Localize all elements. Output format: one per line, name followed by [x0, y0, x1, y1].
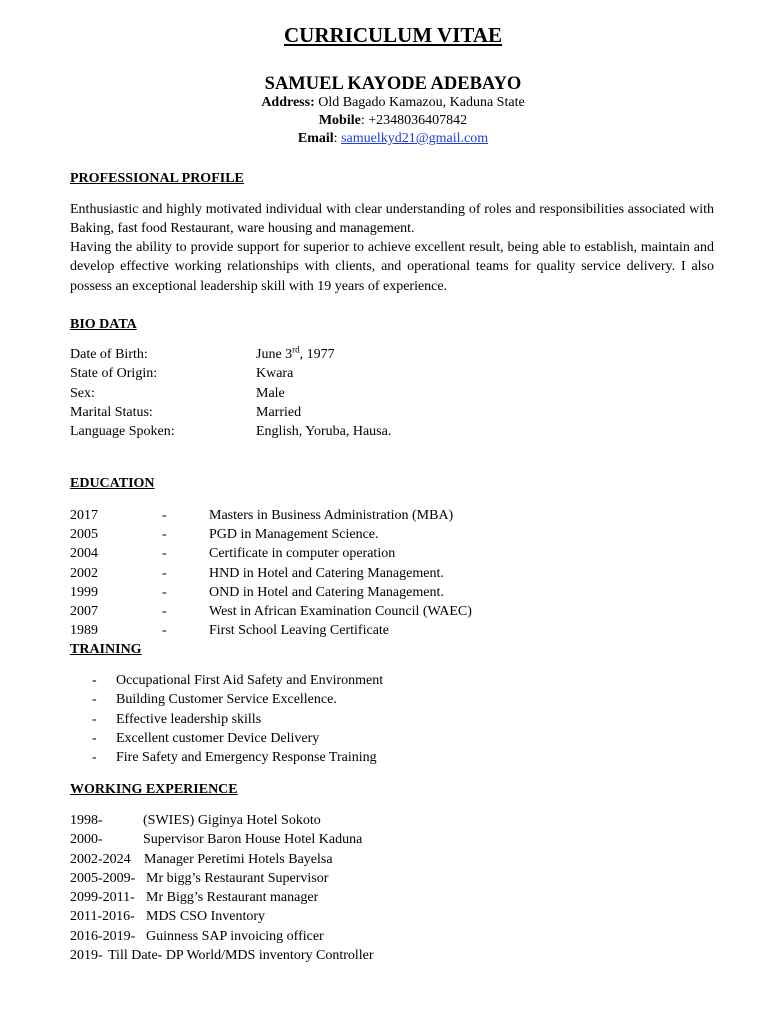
work-role: Till Date- DP World/MDS inventory Controller: [108, 948, 374, 964]
bio-label: Sex:: [70, 385, 95, 401]
address-line: [0, 94, 768, 112]
bullet-dash: -: [92, 692, 97, 708]
address-label: Address:: [261, 95, 315, 110]
work-period: 2099-2011-: [70, 890, 135, 906]
work-role: (SWIES) Giginya Hotel Sokoto: [143, 813, 321, 828]
education-dash: -: [162, 603, 167, 619]
work-period: 1998-: [70, 813, 103, 828]
ordinal-suffix: rd: [292, 344, 300, 355]
training-text: Fire Safety and Emergency Response Training: [116, 750, 377, 766]
training-text: Excellent customer Device Delivery: [116, 730, 320, 746]
work-role: Manager Peretimi Hotels Bayelsa: [144, 851, 333, 867]
education-dash: -: [162, 546, 167, 562]
bio-data-heading: BIO DATA: [70, 317, 137, 332]
email-line: Email: samuelkyd21@gmail.com: [297, 131, 489, 146]
professional-profile-heading: PROFESSIONAL PROFILE: [70, 171, 244, 186]
bio-value: Male: [256, 385, 285, 401]
education-qualification: Masters in Business Administration (MBA): [209, 508, 454, 523]
bio-value: English, Yoruba, Hausa.: [256, 424, 392, 440]
education-qualification: First School Leaving Certificate: [209, 623, 390, 639]
work-role: Supervisor Baron House Hotel Kaduna: [143, 832, 363, 848]
training-text: Building Customer Service Excellence.: [116, 692, 337, 708]
work-period: 2016-2019-: [70, 928, 136, 944]
bio-value: Married: [256, 404, 302, 420]
work-role: Mr Bigg’s Restaurant manager: [146, 890, 319, 906]
bio-label: Language Spoken:: [70, 424, 175, 440]
profile-paragraph-2: Having the ability to provide support for superior to achieve excellent result, being able to establish, maintain and develop effective working relationships with clients, and operational teams for quality service delivery. I also possess an exceptional leadership skill with 19 years of experience.: [70, 240, 714, 294]
document-title: CURRICULUM VITAE: [284, 23, 502, 47]
profile-paragraph-1: Enthusiastic and highly motivated individual with clear understanding of roles and responsibilities associated with Baking, fast food Restaurant, ware housing and management.: [70, 202, 714, 237]
education-heading: EDUCATION: [70, 476, 155, 491]
education-qualification: PGD in Management Science.: [209, 527, 379, 543]
education-year: 2017: [70, 508, 98, 523]
education-year: 1999: [70, 584, 98, 600]
training-text: Occupational First Aid Safety and Environment: [116, 673, 384, 688]
work-period: 2002-2024: [70, 851, 131, 867]
bullet-dash: -: [92, 750, 97, 766]
education-qualification: West in African Examination Council (WAEC): [209, 603, 472, 619]
training-text: Effective leadership skills: [116, 711, 262, 727]
education-year: 2002: [70, 565, 98, 581]
mobile-line: Mobile: +2348036407842: [318, 113, 468, 128]
bio-label: State of Origin:: [70, 366, 158, 382]
education-dash: -: [162, 508, 167, 523]
mobile-label: Mobile: [318, 113, 361, 128]
contact-block: [0, 94, 768, 148]
address-value: Old Bagado Kamazou, Kaduna State: [318, 95, 525, 110]
bullet-dash: -: [92, 673, 97, 688]
work-period: 2011-2016-: [70, 909, 135, 925]
education-dash: -: [162, 527, 167, 543]
work-period: 2019-: [70, 948, 103, 964]
bio-label: Date of Birth:: [70, 347, 148, 362]
education-qualification: OND in Hotel and Catering Management.: [209, 584, 444, 600]
education-year: 2004: [70, 546, 98, 562]
mobile-value: +2348036407842: [368, 113, 468, 128]
work-period: 2000-: [70, 832, 103, 848]
candidate-name: SAMUEL KAYODE ADEBAYO: [264, 74, 522, 94]
education-year: 2005: [70, 527, 98, 543]
education-dash: -: [162, 565, 167, 581]
bullet-dash: -: [92, 711, 97, 727]
bio-value: Kwara: [256, 366, 294, 382]
education-year: 2007: [70, 603, 98, 619]
email-label: Email: [297, 131, 334, 146]
work-role: Guinness SAP invoicing officer: [146, 928, 324, 944]
bio-value: June 3rd, 1977: [256, 344, 335, 362]
training-heading: TRAINING: [70, 642, 142, 657]
education-year: 1989: [70, 623, 98, 639]
education-qualification: Certificate in computer operation: [209, 546, 396, 562]
work-period: 2005-2009-: [70, 870, 136, 886]
education-dash: -: [162, 584, 167, 600]
email-link[interactable]: samuelkyd21@gmail.com: [341, 131, 489, 146]
education-qualification: HND in Hotel and Catering Management.: [209, 565, 444, 581]
working-experience-heading: WORKING EXPERIENCE: [70, 782, 238, 797]
work-role: Mr bigg’s Restaurant Supervisor: [146, 870, 329, 886]
bio-label: Marital Status:: [70, 404, 153, 420]
work-role: MDS CSO Inventory: [146, 909, 266, 925]
bullet-dash: -: [92, 730, 97, 746]
education-dash: -: [162, 623, 167, 639]
